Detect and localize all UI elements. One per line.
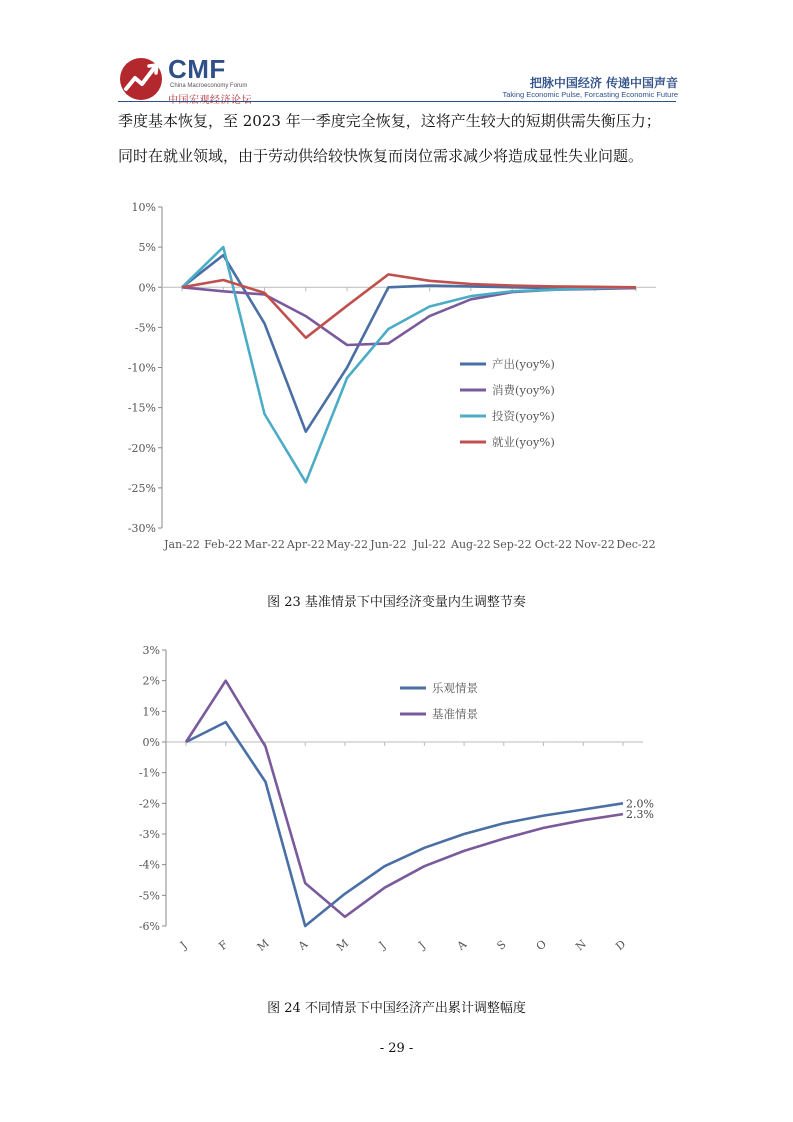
- y-tick-label: -30%: [127, 522, 156, 535]
- y-tick-label: 10%: [131, 201, 156, 214]
- y-tick-label: -6%: [138, 920, 160, 933]
- y-tick-label: 2%: [142, 674, 160, 688]
- x-tick-label: Mar-22: [244, 538, 285, 551]
- x-tick-label: Dec-22: [616, 538, 656, 551]
- y-tick-label: -15%: [127, 401, 156, 415]
- x-tick-label: A: [454, 937, 470, 953]
- y-tick-label: 1%: [142, 705, 160, 719]
- y-tick-label: -5%: [134, 321, 156, 335]
- x-tick-label: Nov-22: [574, 538, 615, 551]
- y-tick-label: 3%: [142, 644, 160, 657]
- x-tick-label: Feb-22: [204, 538, 243, 551]
- x-tick-label: Apr-22: [286, 538, 325, 551]
- page-header: [118, 52, 678, 104]
- x-tick-label: J: [177, 938, 190, 952]
- x-tick-label: J: [416, 938, 428, 952]
- legend-label: 产出(yoy%): [492, 357, 555, 371]
- y-tick-label: 0%: [142, 736, 160, 749]
- y-tick-label: -4%: [138, 858, 160, 872]
- x-tick-label: M: [254, 936, 272, 954]
- x-tick-label: M: [334, 936, 352, 954]
- x-tick-label: D: [613, 937, 629, 954]
- slogan-cn: 把脉中国经济 传递中国声音: [529, 76, 678, 90]
- series-line-2: [186, 681, 623, 917]
- legend-label: 投资(yoy%): [492, 409, 555, 423]
- y-tick-label: -3%: [138, 828, 160, 841]
- series-line-1: [182, 255, 636, 432]
- slogan-en: Taking Economic Pulse, Forcasting Economic Future: [502, 90, 678, 99]
- legend-label: 消费(yoy%): [492, 383, 555, 397]
- body-paragraph-line-2: 同时在就业领域，由于劳动供给较快恢复而岗位需求减少将造成显性失业问题。: [118, 147, 644, 165]
- figure-23-chart: [0, 190, 793, 570]
- y-tick-label: -10%: [127, 361, 156, 375]
- y-tick-label: 5%: [138, 241, 156, 255]
- series-line-3: [182, 247, 636, 482]
- x-tick-label: May-22: [326, 538, 368, 551]
- y-tick-label: -20%: [127, 441, 156, 455]
- y-tick-label: -25%: [127, 481, 156, 495]
- figure-24-caption: 图 24 不同情景下中国经济产出累计调整幅度: [267, 1001, 526, 1016]
- header-divider: [118, 101, 676, 102]
- x-tick-label: J: [376, 938, 389, 952]
- x-tick-label: N: [573, 937, 589, 954]
- x-tick-label: Oct-22: [534, 538, 573, 551]
- end-value-label: 2.0%: [626, 797, 654, 811]
- logo-text: CMF: [168, 54, 226, 84]
- legend-label: 基准情景: [432, 707, 478, 721]
- x-tick-label: O: [533, 937, 549, 954]
- figure-24-chart: [0, 636, 793, 956]
- end-value-label: 2.3%: [626, 808, 654, 822]
- legend-label: 就业(yoy%): [492, 435, 555, 449]
- logo-subtitle-cn: 中国宏观经济论坛: [168, 95, 252, 106]
- y-tick-label: 0%: [138, 281, 156, 295]
- logo-subtitle-en: China Macroeconomy Forum: [170, 83, 248, 89]
- x-tick-label: Aug-22: [451, 538, 491, 551]
- cmf-logo-icon: [118, 56, 164, 102]
- x-tick-label: Jan-22: [164, 538, 200, 551]
- page-number: - 29 -: [379, 1041, 414, 1056]
- legend-label: 乐观情景: [432, 681, 478, 695]
- x-tick-label: Jul-22: [413, 538, 447, 551]
- x-tick-label: F: [216, 937, 231, 953]
- x-tick-label: S: [494, 937, 509, 953]
- figure-23-caption: 图 23 基准情景下中国经济变量内生调整节奏: [267, 595, 526, 610]
- y-tick-label: -1%: [138, 766, 160, 780]
- x-tick-label: Sep-22: [492, 538, 532, 551]
- y-tick-label: -5%: [138, 889, 160, 903]
- y-tick-label: -2%: [138, 797, 160, 811]
- x-tick-label: A: [295, 937, 311, 953]
- body-paragraph-line-1: 季度基本恢复，至 2023 年一季度完全恢复，这将产生较大的短期供需失衡压力；: [118, 112, 661, 130]
- x-tick-label: Jun-22: [370, 538, 407, 551]
- series-line-2: [182, 287, 636, 345]
